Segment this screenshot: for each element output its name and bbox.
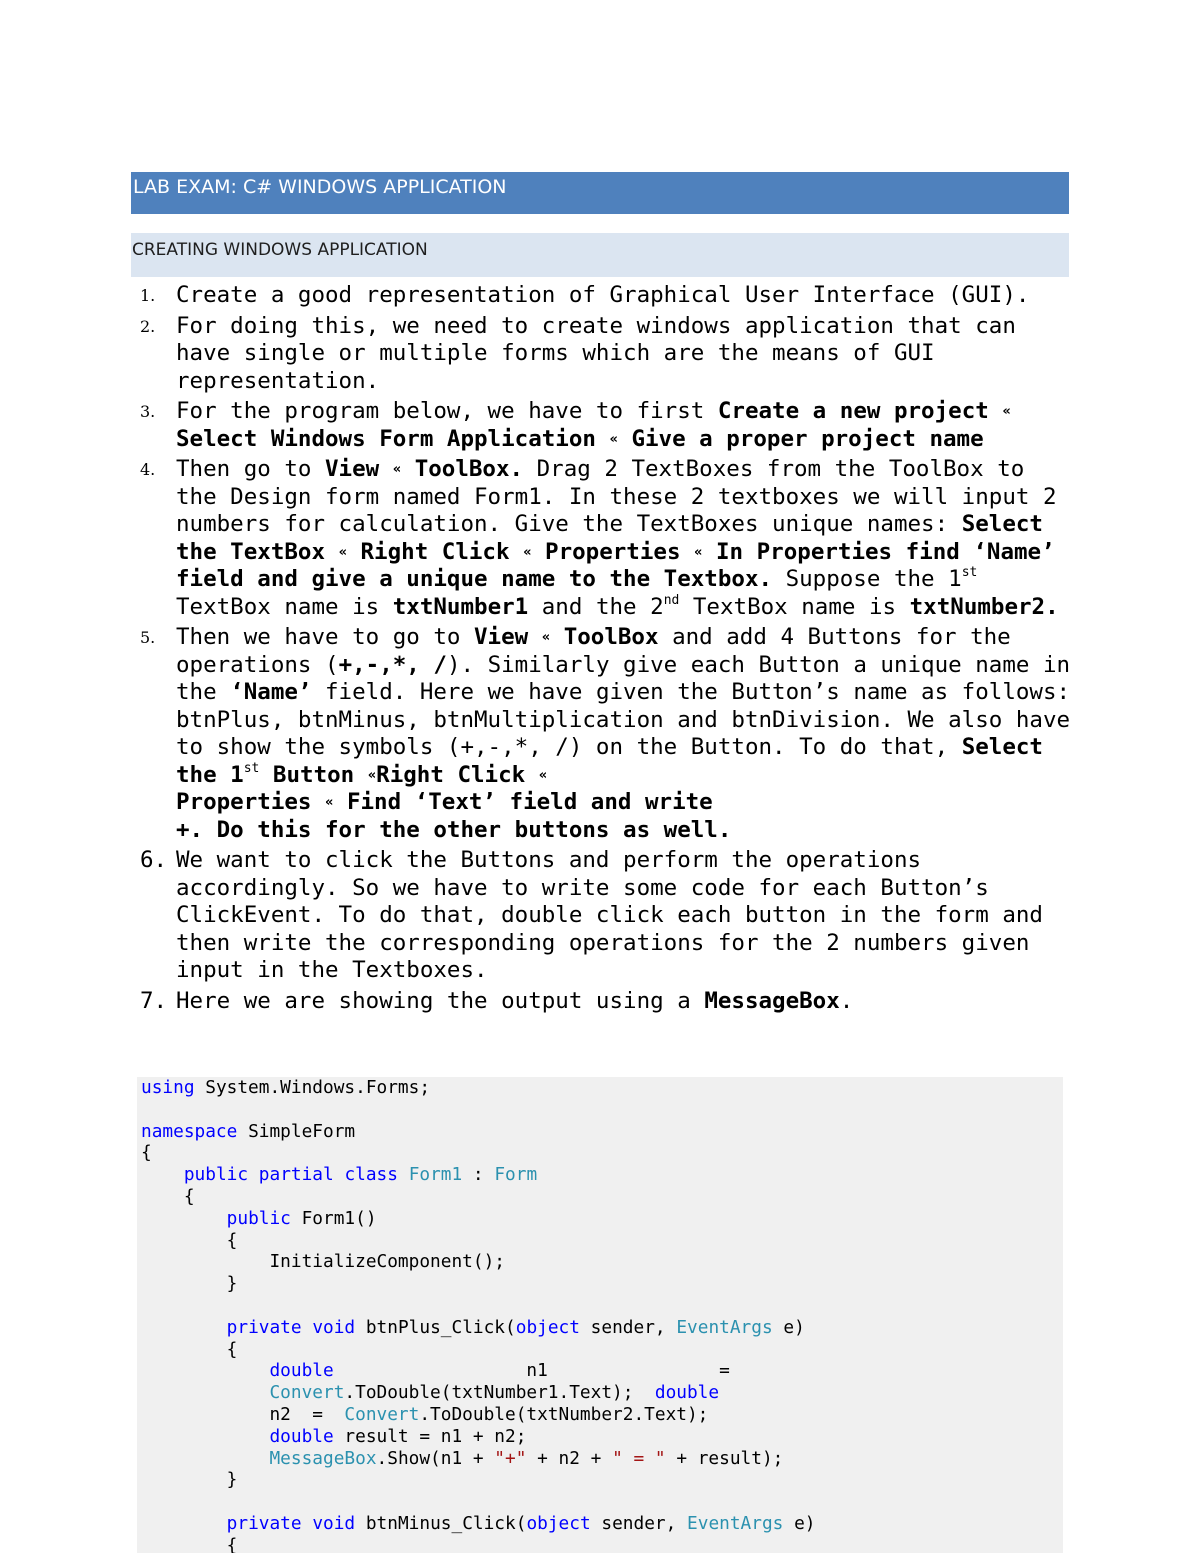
list-item <box>131 313 1071 396</box>
section-title-banner <box>131 233 1069 277</box>
step-bold: Select Windows Form Application <box>176 425 596 452</box>
step-bold: Right Click <box>360 538 510 565</box>
code-string: "+" <box>494 1447 527 1469</box>
step-number: 4. <box>140 460 156 479</box>
code-type: MessageBox <box>269 1447 377 1469</box>
list-item <box>131 988 1071 1016</box>
code-text: System.Windows.Forms; <box>194 1077 431 1098</box>
arrow-icon: « <box>609 431 618 447</box>
arrow-icon: « <box>392 462 402 477</box>
step-number: 2. <box>140 316 156 336</box>
step-text: and the 2 <box>528 593 664 620</box>
step-number: 3. <box>140 402 156 421</box>
code-text: e) <box>783 1512 816 1534</box>
code-keyword: object <box>526 1512 591 1534</box>
code-text: { <box>226 1229 238 1251</box>
code-text: SimpleForm <box>237 1120 356 1142</box>
step-text: . <box>839 987 854 1014</box>
code-text: btnPlus_Click( <box>355 1316 516 1338</box>
arrow-icon: « <box>694 544 703 560</box>
code-text: } <box>226 1469 238 1491</box>
code-text: e) <box>772 1316 805 1338</box>
step-text: Here we are showing the output using a <box>176 987 705 1014</box>
step-bold: Properties <box>176 789 312 815</box>
step-number: 5. <box>140 628 156 647</box>
code-text: + n2 + <box>526 1447 613 1469</box>
step-bold: Find ‘Text’ field and write <box>346 789 713 815</box>
code-block <box>137 1077 1063 1553</box>
step-text: TextBox name is <box>176 566 991 620</box>
code-text: result = n1 + n2; <box>333 1425 527 1447</box>
step-bold: Select the 1 <box>176 734 1057 788</box>
arrow-icon: « <box>541 630 551 645</box>
step-text: ). Similarly give each Button a unique name in the <box>176 651 1084 705</box>
code-type: EventArgs <box>687 1512 784 1534</box>
code-keyword: partial <box>258 1164 334 1186</box>
step-bold: ‘Name’ <box>230 679 312 705</box>
code-text: .ToDouble(txtNumber1.Text); <box>344 1382 655 1404</box>
code-keyword: using <box>141 1077 195 1098</box>
code-text: sender, <box>579 1316 677 1338</box>
step-bold: ToolBox. <box>414 456 524 482</box>
step-bold: Properties <box>545 538 681 565</box>
arrow-icon: « <box>325 795 334 810</box>
code-keyword: double <box>269 1425 334 1447</box>
arrow-icon: « <box>338 544 347 560</box>
list-item <box>131 398 1071 453</box>
code-listing <box>137 1077 1063 1553</box>
code-text: n2 = <box>269 1403 345 1425</box>
step-number: 1. <box>140 286 156 305</box>
step-bold: +. Do this for the other buttons as well. <box>176 816 732 843</box>
code-text: Form1() <box>290 1207 377 1229</box>
code-text: n1 = <box>333 1360 730 1382</box>
arrow-icon: « <box>538 767 548 783</box>
code-type: Convert <box>344 1403 420 1425</box>
list-item <box>131 847 1071 985</box>
step-text: Drag 2 TextBoxes from the ToolBox to the Design form named Form1. In these 2 textboxes we will input 2 numbers for calculation. Give the TextBoxes unique names: <box>176 456 1071 537</box>
code-keyword: void <box>312 1316 356 1338</box>
step-number: 6. <box>140 847 168 873</box>
list-item <box>131 282 1071 310</box>
code-text: .Show(n1 + <box>376 1447 495 1469</box>
step-text: For doing this, we need to create windows application that can have single or multiple forms which are the means of GUI representation. <box>176 312 1030 394</box>
code-keyword: double <box>269 1360 334 1382</box>
step-bold: MessageBox <box>704 987 840 1014</box>
step-text: We want to click the Buttons and perform the operations accordingly. So we have to write some code for each Button’s ClickEvent. To do that, double click each button in the form and then write the corresponding operations for the 2 numbers given input in the Textboxes. <box>176 847 1057 983</box>
step-number: 7. <box>140 987 168 1014</box>
arrow-icon: « <box>367 767 377 783</box>
code-text: { <box>226 1534 238 1553</box>
step-bold: +,-,*, / <box>338 651 447 678</box>
arrow-icon: « <box>1002 404 1011 419</box>
step-bold: View <box>474 624 529 650</box>
code-text: } <box>226 1273 238 1295</box>
step-text: For the program below, we have to first <box>176 398 718 424</box>
step-text: field. Here we have given the Button’s name as follows: btnPlus, btnMinus, btnMultiplication and btnDivision. We also have to show the symbols (+,-,*, /) on the Button. To do that, <box>176 679 1084 760</box>
arrow-icon: « <box>523 544 532 560</box>
code-text: InitializeComponent(); <box>269 1251 505 1273</box>
step-text: Then go to <box>176 456 326 482</box>
step-bold: Button <box>259 761 355 788</box>
code-keyword: private <box>226 1512 302 1534</box>
code-keyword: class <box>344 1164 398 1186</box>
code-keyword: double <box>654 1382 720 1404</box>
list-item <box>131 624 1084 844</box>
step-bold: In Properties find ‘Name’ field and give a unique name to the Textbox. <box>176 538 1069 592</box>
ordinal-suffix: st <box>961 565 978 580</box>
step-bold: Create a new project <box>717 398 989 424</box>
step-bold: Select the TextBox <box>176 511 1057 565</box>
step-bold: txtNumber2. <box>909 593 1059 620</box>
step-text: Suppose the 1 <box>772 566 962 592</box>
code-keyword: public <box>226 1207 291 1229</box>
code-text: : <box>462 1164 495 1186</box>
code-text: { <box>183 1185 195 1207</box>
code-type: EventArgs <box>676 1316 773 1338</box>
step-bold: Right Click <box>376 761 526 788</box>
step-bold: txtNumber1 <box>392 593 529 620</box>
code-type: Form1 <box>408 1164 463 1186</box>
lab-title: LAB EXAM: C# WINDOWS APPLICATION <box>133 176 507 198</box>
code-keyword: private <box>226 1316 302 1338</box>
code-text: .ToDouble(txtNumber2.Text); <box>419 1403 709 1425</box>
list-item <box>131 456 1071 621</box>
code-text: sender, <box>590 1512 688 1534</box>
code-text: btnMinus_Click( <box>355 1512 527 1534</box>
step-bold: View <box>325 456 380 482</box>
step-text: Create a good representation of Graphical User Interface (GUI). <box>176 282 1030 308</box>
instruction-list <box>131 282 1084 1018</box>
lab-title-banner <box>131 172 1069 214</box>
ordinal-suffix: nd <box>663 592 680 608</box>
code-type: Convert <box>269 1382 345 1404</box>
step-text: and add 4 Buttons for the operations ( <box>176 624 1025 678</box>
code-type: Form <box>494 1164 538 1186</box>
code-text: { <box>141 1142 152 1164</box>
code-keyword: public <box>183 1164 249 1186</box>
section-title: CREATING WINDOWS APPLICATION <box>132 240 428 260</box>
code-keyword: namespace <box>141 1120 238 1142</box>
step-bold: Give a proper project name <box>631 425 984 452</box>
code-keyword: void <box>312 1512 356 1534</box>
code-text: + result); <box>665 1447 784 1469</box>
code-text: { <box>226 1338 238 1360</box>
ordinal-suffix: st <box>243 760 260 776</box>
step-text: TextBox name is <box>679 593 910 620</box>
step-text: Then we have to go to <box>176 624 475 650</box>
step-bold: ToolBox <box>563 624 659 650</box>
code-keyword: object <box>515 1316 580 1338</box>
code-string: " = " <box>612 1447 666 1469</box>
